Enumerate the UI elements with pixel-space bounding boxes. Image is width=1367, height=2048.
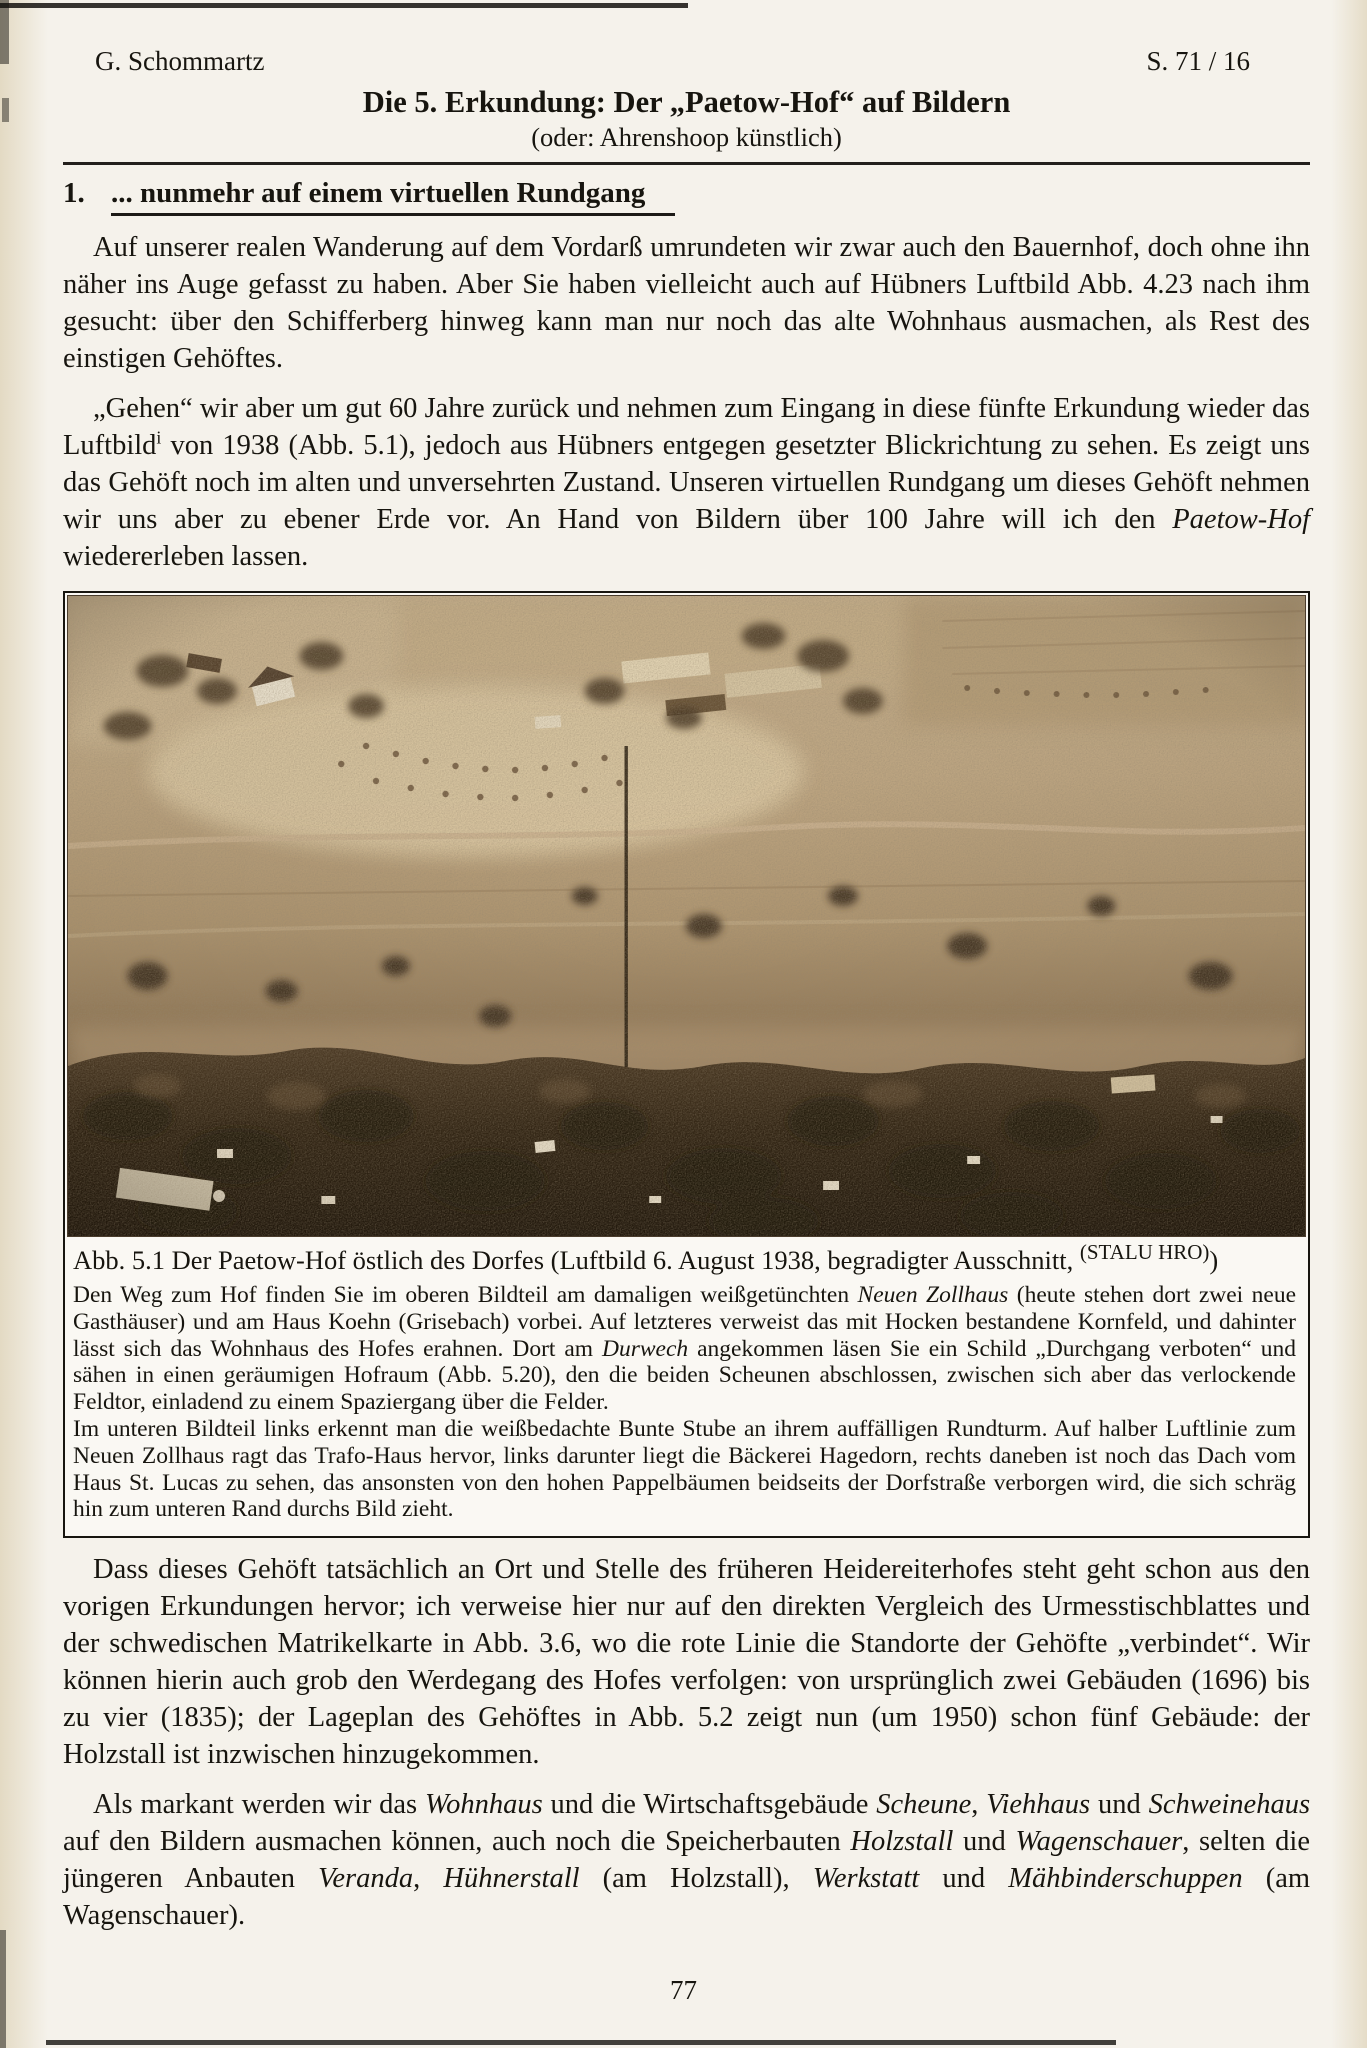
scan-artifact-left-tick [2, 98, 9, 122]
photo-frame [65, 593, 1308, 1236]
scan-edge-tint-left [0, 0, 48, 2048]
section-number: 1. [63, 177, 85, 209]
title-rule [63, 162, 1310, 165]
figure-description [65, 1279, 1308, 1536]
figure-caption: Abb. 5.1 Der Paetow-Hof östlich des Dorfes (Luftbild 6. August 1938, begradigter Ausschnitt, $^{(STALU HRO)}$) [73, 1240, 1219, 1275]
figure-description-paragraph-2: Im unteren Bildteil links erkennt man die weißbedachte Bunte Stube an ihrem auffälligen Rundturm. Auf halber Luftlinie zum Neuen Zollhaus ragt das Trafo-Haus hervor, links darunter liegt die Bäckerei Hagedorn, rechts daneben ist noch das Dach vom Haus St. Lucas zu sehen, das ansonsten von den hohen Pappelbäumen beidseits der Dorfstraße verborgen wird, die sich schräg hin zum unteren Rand durchs Bild zieht. [73, 1415, 1296, 1523]
paragraph-3: Dass dieses Gehöft tatsächlich an Ort und Stelle des früheren Heidereiterhofes steht geht schon aus den vorigen Erkundungen hervor; ich verweise hier nur auf den direkten Vergleich des Urmesstischblattes und der schwedischen Matrikelkarte in Abb. 3.6, wo die rote Linie die Standorte der Gehöfte „verbindet“. Wir können hierin auch grob den Werdegang des Hofes verfolgen: von ursprünglich zwei Gebäuden (1696) bis zu vier (1835); der Lageplan des Gehöftes in Abb. 5.2 zeigt nun (um 1950) schon fünf Gebäude: der Holzstall ist inzwischen hinzugekommen. [63, 1554, 1310, 1771]
section-title: ... nunmehr auf einem virtuellen Rundgang [111, 177, 675, 216]
page-content [63, 0, 1310, 1934]
page-header [63, 46, 1310, 77]
paragraph-2: „Gehen“ wir aber um gut 60 Jahre zurück und nehmen zum Eingang in diese fünfte Erkundung wieder das Luftbild$^i$ von 1938 (Abb. 5.1), jedoch aus Hübners entgegen gesetzter Blickrichtung zu sehen. Es zeigt uns das Gehöft noch im alten und unversehrten Zustand. Unseren virtuellen Rundgang um dieses Gehöft nehmen wir uns aber zu ebener Erde vor. An Hand von Bildern über 100 Jahre will ich den Paetow-Hof wiedererleben lassen. [63, 393, 1310, 572]
page-number: 77 [670, 1975, 697, 2005]
scan-artifact-bottom-streak [46, 2040, 1116, 2045]
section-heading [63, 177, 1310, 216]
scan-artifact-top-left-corner [0, 0, 9, 64]
figure-box [63, 591, 1310, 1538]
aerial-photo-1938 [68, 596, 1305, 1236]
author: G. Schommartz [95, 46, 265, 76]
page-ref: S. 71 / 16 [1146, 46, 1250, 76]
figure-description-paragraph-1: Den Weg zum Hof finden Sie im oberen Bildteil am damaligen weißgetünchten Neuen Zollhaus (heute stehen dort zwei neue Gasthäuser) und am Haus Koehn (Grisebach) vorbei. Auf letzteres verweist das mit Hocken bestandene Kornfeld, und dahinter lässt sich das Wohnhaus des Hofes erahnen. Dort am Durwech angekommen läsen Sie ein Schild „Durchgang verboten“ und sähen in einen geräumigen Hofraum (Abb. 5.20), den die beiden Scheunen abschlossen, zwischen sich aber das verlockende Feldtor, einladend zu einem Spaziergang über die Felder. [73, 1282, 1297, 1416]
scan-edge-tint-right [1331, 0, 1367, 2048]
paragraph-4: Als markant werden wir das Wohnhaus und die Wirtschaftsgebäude Scheune, Viehhaus und Schweinehaus auf den Bildern ausmachen können, auch noch die Speicherbauten Holzstall und Wagenschauer, selten die jüngeren Anbauten Veranda, Hühnerstall (am Holzstall), Werkstatt und Mähbinderschuppen (am Wagenschauer). [63, 1789, 1311, 1932]
paragraph-1: Auf unserer realen Wanderung auf dem Vordarß umrundeten wir zwar auch den Bauernhof, doch ohne ihn näher ins Auge gefasst zu haben. Aber Sie haben vielleicht auch auf Hübners Luftbild Abb. 4.23 nach ihm gesucht: über den Schifferberg hinweg kann man nur noch das alte Wohnhaus ausmachen, als Rest des einstigen Gehöftes. [63, 232, 1310, 374]
doc-subtitle: (oder: Ahrenshoop künstlich) [531, 122, 842, 152]
doc-title: Die 5. Erkundung: Der „Paetow-Hof“ auf Bildern [362, 85, 1011, 119]
